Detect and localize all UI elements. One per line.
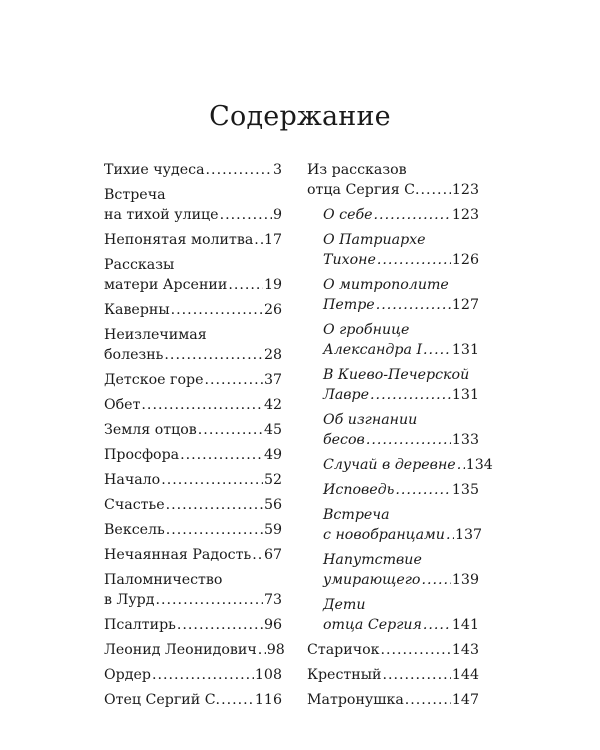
toc-entry xyxy=(104,300,282,320)
dot-leader xyxy=(206,160,272,180)
dot-leader xyxy=(395,480,451,500)
toc-page-number: 131 xyxy=(451,342,479,358)
toc-entry xyxy=(104,520,282,540)
toc-page-number: 133 xyxy=(451,432,479,448)
toc-entry-title: Каверны xyxy=(104,302,170,318)
toc-entry-title-line: Напутствие xyxy=(323,552,422,568)
toc-entry-title: Непонятая молитва xyxy=(104,232,254,248)
toc-page-number: 28 xyxy=(263,347,282,363)
toc-entry-title: Старичок xyxy=(307,642,380,658)
toc-entry-title: Вексель xyxy=(104,522,165,538)
toc-page-number: 135 xyxy=(451,482,479,498)
toc-entry-title: Тихие чудеса xyxy=(104,162,205,178)
toc-entry xyxy=(307,365,479,405)
toc-page-number: 96 xyxy=(263,617,282,633)
dot-leader xyxy=(423,615,451,635)
toc-entry-title-line: Неизлечимая xyxy=(104,327,207,343)
toc-page-number: 17 xyxy=(263,232,282,248)
dot-leader xyxy=(161,470,263,490)
toc-entry-title: бесов xyxy=(323,432,365,448)
dot-leader xyxy=(446,525,454,545)
toc-entry xyxy=(104,420,282,440)
toc-page-number: 42 xyxy=(263,397,282,413)
dot-leader xyxy=(141,395,263,415)
toc-entry-title: Александра I xyxy=(323,342,423,358)
toc-page-number: 134 xyxy=(465,457,493,473)
toc-entry-title: в Лурд xyxy=(104,592,155,608)
toc-page-number: 143 xyxy=(451,642,479,658)
toc-entry-title-line: Из рассказов xyxy=(307,162,407,178)
toc-entry-title: Лавре xyxy=(323,387,370,403)
toc-page-number: 52 xyxy=(263,472,282,488)
toc-entry xyxy=(104,665,282,685)
dot-leader xyxy=(457,455,465,475)
toc-entry-title-line: Об изгнании xyxy=(323,412,418,428)
dot-leader xyxy=(258,640,266,660)
dot-leader xyxy=(180,445,263,465)
toc-entry-title: на тихой улице xyxy=(104,207,219,223)
dot-leader xyxy=(205,370,263,390)
toc-entry-title-line: Дети xyxy=(323,597,366,613)
dot-leader xyxy=(423,340,451,360)
toc-entry-title: Ордер xyxy=(104,667,151,683)
dot-leader xyxy=(177,615,263,635)
toc-entry-title-line: В Киево-Печерской xyxy=(323,367,470,383)
toc-page-number: 3 xyxy=(272,162,282,178)
toc-page-number: 123 xyxy=(451,182,479,198)
dot-leader xyxy=(252,545,263,565)
toc-page-number: 108 xyxy=(254,667,282,683)
toc-entry xyxy=(104,640,285,660)
toc-entry-title: Начало xyxy=(104,472,161,488)
dot-leader xyxy=(254,230,263,250)
toc-page-number: 56 xyxy=(263,497,282,513)
toc-entry xyxy=(104,395,282,415)
page-title: Содержание xyxy=(209,101,391,132)
toc-page-number: 98 xyxy=(266,642,285,658)
dot-leader xyxy=(377,250,451,270)
toc-left-column xyxy=(104,160,285,715)
toc-entry-title: Детское горе xyxy=(104,372,204,388)
dot-leader xyxy=(370,385,451,405)
toc-entry-title: Леонид Леонидович xyxy=(104,642,257,658)
toc-entry xyxy=(104,230,282,250)
toc-page-number: 73 xyxy=(263,592,282,608)
toc-page-number: 116 xyxy=(254,692,282,708)
toc-entry xyxy=(307,320,479,360)
toc-entry-title: Исповедь xyxy=(323,482,395,498)
dot-leader xyxy=(376,295,451,315)
toc-entry-title-line: Встреча xyxy=(104,187,166,203)
toc-entry-title: Случай в деревне xyxy=(323,457,456,473)
toc-entry xyxy=(307,480,479,500)
toc-page-number: 9 xyxy=(272,207,282,223)
toc-entry xyxy=(104,255,282,295)
toc-entry-title: Обет xyxy=(104,397,141,413)
toc-entry-title: матери Арсении xyxy=(104,277,228,293)
toc-entry xyxy=(307,455,493,475)
toc-page-number: 127 xyxy=(451,297,479,313)
toc-entry-title-line: Встреча xyxy=(323,507,390,523)
dot-leader xyxy=(152,665,254,685)
dot-leader xyxy=(198,420,263,440)
toc-entry-title: О себе xyxy=(323,207,373,223)
toc-entry-title: отца Сергия С. xyxy=(307,182,420,198)
toc-entry xyxy=(104,615,282,635)
dot-leader xyxy=(220,205,272,225)
dot-leader xyxy=(421,570,450,590)
toc-entry-title: Счастье xyxy=(104,497,165,513)
toc-page-number: 139 xyxy=(451,572,479,588)
toc-entry-title: болезнь xyxy=(104,347,164,363)
toc-right-column xyxy=(307,160,493,715)
toc-entry-title-line: Рассказы xyxy=(104,257,175,273)
toc-entry-title-line: О митрополите xyxy=(323,277,449,293)
toc-page-number: 19 xyxy=(263,277,282,293)
toc-entry-title: умирающего xyxy=(323,572,421,588)
toc-page-number: 126 xyxy=(451,252,479,268)
toc-entry-title: Отец Сергий С. xyxy=(104,692,221,708)
dot-leader xyxy=(166,495,263,515)
dot-leader xyxy=(366,430,451,450)
dot-leader xyxy=(164,345,263,365)
toc-entry xyxy=(307,410,479,450)
dot-leader xyxy=(171,300,263,320)
toc-entry xyxy=(104,470,282,490)
toc-entry-title: Земля отцов xyxy=(104,422,197,438)
dot-leader xyxy=(156,590,263,610)
dot-leader xyxy=(405,690,451,710)
dot-leader xyxy=(228,275,263,295)
toc-entry xyxy=(104,545,282,565)
toc-page-number: 141 xyxy=(451,617,479,633)
toc-entry-title: Матронушка xyxy=(307,692,404,708)
dot-leader xyxy=(381,640,451,660)
toc-entry xyxy=(307,595,479,635)
toc-entry xyxy=(307,505,483,545)
toc-page-number: 144 xyxy=(451,667,479,683)
toc-page-number: 131 xyxy=(451,387,479,403)
toc-entry xyxy=(104,160,282,180)
toc-page-number: 59 xyxy=(263,522,282,538)
dot-leader xyxy=(166,520,263,540)
toc-entry xyxy=(307,275,479,315)
toc-entry-title: Крестный xyxy=(307,667,382,683)
toc-entry xyxy=(307,550,479,590)
toc-entry-title: отца Сергия xyxy=(323,617,422,633)
toc-page-number: 67 xyxy=(263,547,282,563)
toc-entry xyxy=(104,185,282,225)
toc-entry-title-line: О Патриархе xyxy=(323,232,426,248)
toc-entry xyxy=(307,665,479,685)
dot-leader xyxy=(374,205,451,225)
toc-entry-title: Псалтирь xyxy=(104,617,176,633)
toc-page-number: 147 xyxy=(451,692,479,708)
toc-entry xyxy=(307,160,479,200)
toc-entry-title: Петре xyxy=(323,297,375,313)
toc-page-number: 49 xyxy=(263,447,282,463)
toc-entry-title-line: Паломничество xyxy=(104,572,223,588)
toc-entry-title: Тихоне xyxy=(323,252,376,268)
toc-entry xyxy=(104,325,282,365)
toc-entry-title: Нечаянная Радость xyxy=(104,547,252,563)
toc-entry-title: Просфора xyxy=(104,447,180,463)
toc-entry xyxy=(104,690,282,710)
toc-entry xyxy=(104,445,282,465)
dot-leader xyxy=(421,180,451,200)
toc-entry xyxy=(104,570,282,610)
dot-leader xyxy=(221,690,254,710)
toc-entry xyxy=(307,690,479,710)
toc-page-number: 137 xyxy=(454,527,483,543)
toc-entry xyxy=(307,640,479,660)
toc-entry xyxy=(104,495,282,515)
toc-entry xyxy=(307,230,479,270)
toc-entry-title-line: О гробнице xyxy=(323,322,410,338)
toc-page-number: 123 xyxy=(451,207,479,223)
toc-entry xyxy=(104,370,282,390)
toc-entry-title: с новобранцами xyxy=(323,527,445,543)
toc-page-number: 26 xyxy=(263,302,282,318)
dot-leader xyxy=(382,665,450,685)
toc-page-number: 37 xyxy=(263,372,282,388)
toc-entry xyxy=(307,205,479,225)
toc-page-number: 45 xyxy=(263,422,282,438)
